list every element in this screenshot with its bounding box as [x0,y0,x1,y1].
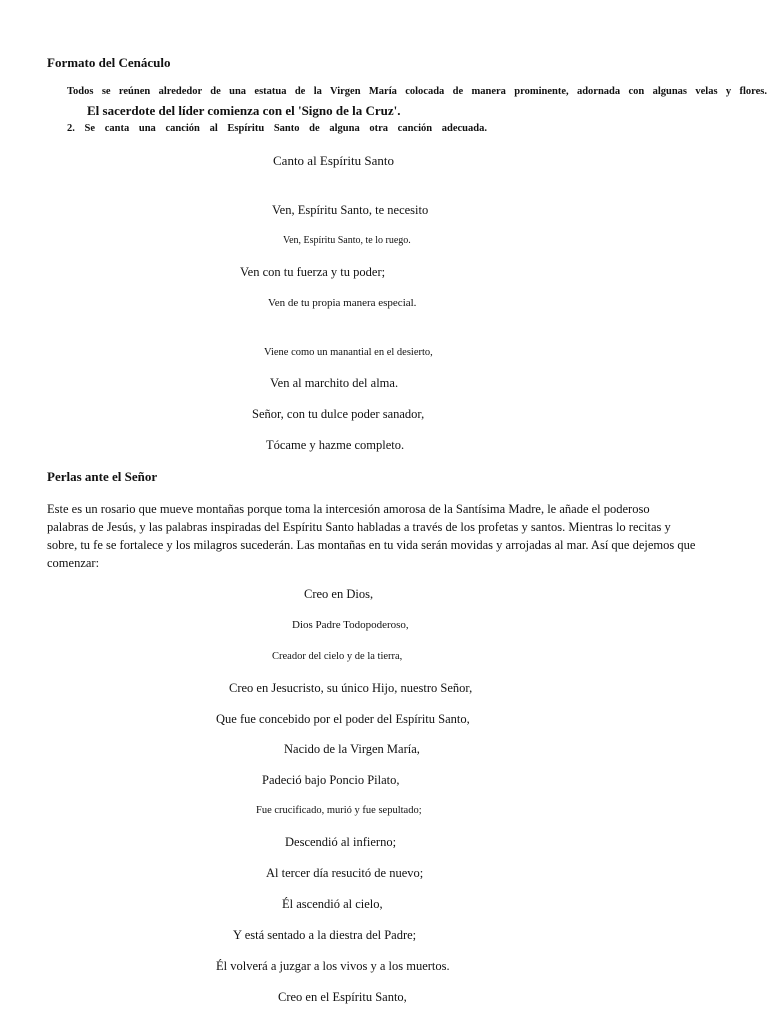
paragraph-line: sobre, tu fe se fortalece y los milagros sucederán. Las montañas en tu vida serán movidas y arrojadas al mar. Así que dejemos que [47,538,696,552]
creed-line: Al tercer día resucitó de nuevo; [266,866,424,880]
creed-line: Fue crucificado, murió y fue sepultado; [256,805,422,816]
song-line: Ven, Espíritu Santo, te lo ruego. [283,235,411,246]
paragraph-line: comenzar: [47,556,100,570]
creed-line: Padeció bajo Poncio Pilato, [262,773,400,787]
intro-paragraph [47,500,696,572]
creed-line: Creo en Jesucristo, su único Hijo, nuestro Señor, [229,681,473,695]
song-line: Viene como un manantial en el desierto, [264,347,433,358]
creed-line: Creador del cielo y de la tierra, [272,651,403,662]
creed-line: Él volverá a juzgar a los vivos y a los muertos. [216,959,450,973]
creed-line: Creo en Dios, [304,587,374,601]
song-line: Ven de tu propia manera especial. [268,297,417,309]
creed-line: Que fue concebido por el poder del Espíritu Santo, [216,712,470,726]
creed-line: Nacido de la Virgen María, [284,742,420,756]
list-item-1-continuation: El sacerdote del líder comienza con el 'Signo de la Cruz'. [87,103,401,118]
song-title: Canto al Espíritu Santo [273,153,394,168]
creed-line: Creo en el Espíritu Santo, [278,990,407,1004]
paragraph-line: palabras de Jesús, y las palabras inspiradas del Espíritu Santo habladas a través de los profetas y santos. Mientras lo recitas y [47,520,671,534]
song-line: Ven, Espíritu Santo, te necesito [272,203,429,217]
creed-line: Descendió al infierno; [285,835,397,849]
section-heading-perlas: Perlas ante el Señor [47,469,158,484]
list-item-1: Todos se reúnen alrededor de una estatua de la Virgen María colocada de manera prominente, adornada con algunas velas y flores. [67,86,767,97]
song-line: Tócame y hazme completo. [266,438,405,452]
song-line: Ven al marchito del alma. [270,376,399,390]
paragraph-line: Este es un rosario que mueve montañas porque toma la intercesión amorosa de la Santísima Madre, le añade el poderoso [47,502,650,516]
creed-line: Él ascendió al cielo, [282,897,383,911]
list-item-2: 2. Se canta una canción al Espíritu Santo de alguna otra canción adecuada. [67,123,487,134]
creed-line: Y está sentado a la diestra del Padre; [233,928,417,942]
section-heading-cenaculo: Formato del Cenáculo [47,55,171,70]
song-line: Señor, con tu dulce poder sanador, [252,407,425,421]
creed-line: Dios Padre Todopoderoso, [292,619,409,631]
song-line: Ven con tu fuerza y tu poder; [240,265,386,279]
